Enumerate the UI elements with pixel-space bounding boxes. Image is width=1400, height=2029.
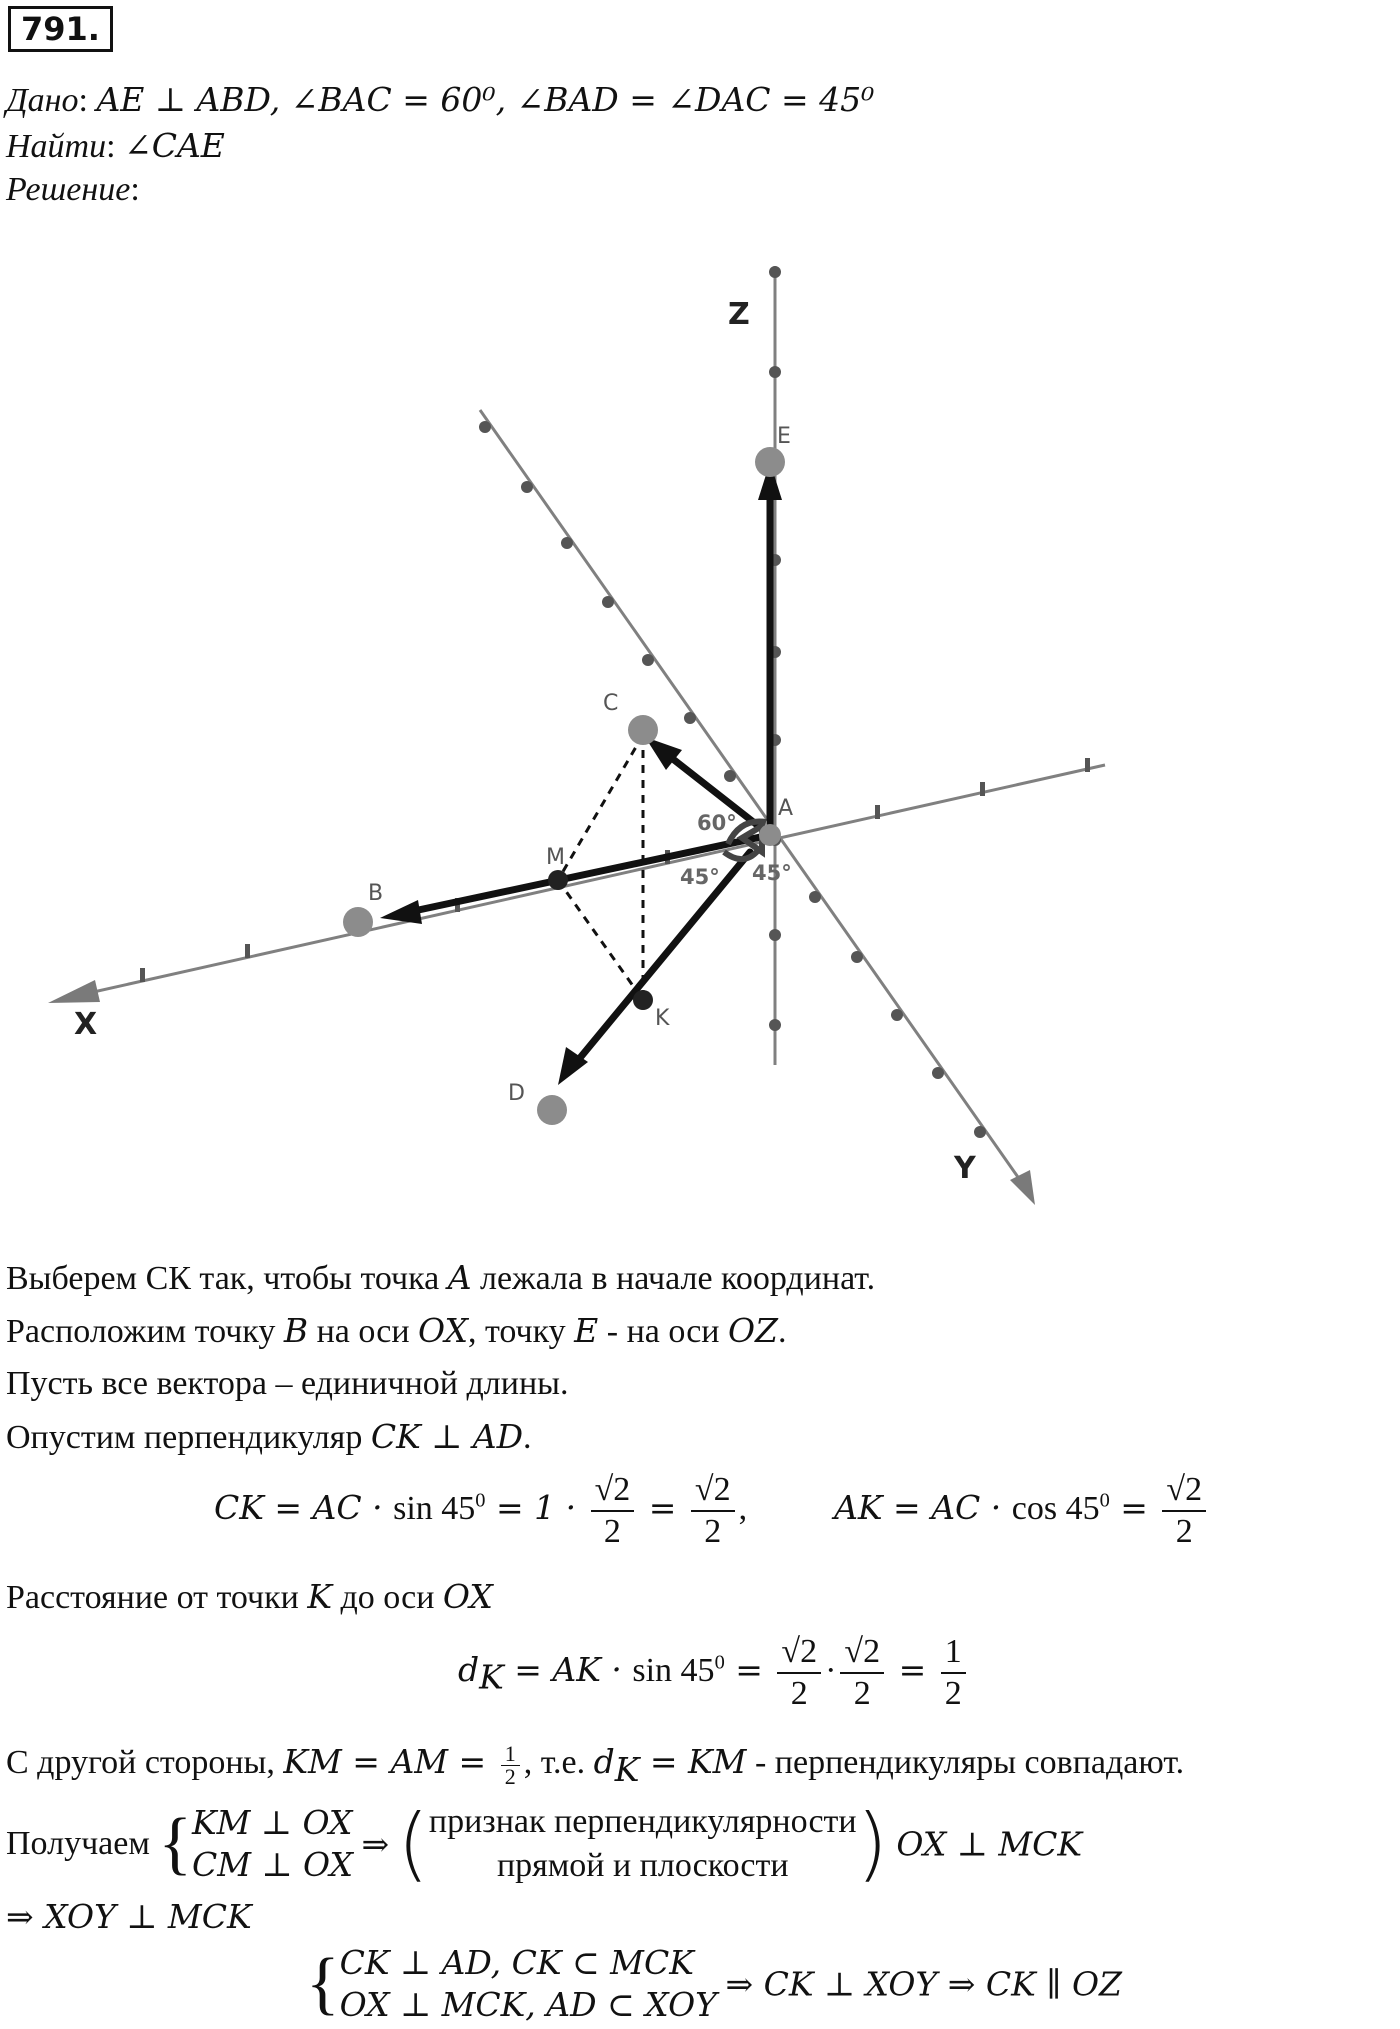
formula-dk: $d_K$ = AK · $\sin 45^0$ = $\frac{√2}{2}$ · $\frac{√2}{2}$ = $\frac{1}{2}$ (458, 1632, 970, 1714)
paragraph-9: { CK ⊥ AD, CK ⊂ MCK OX ⊥ MCK, AD ⊂ XOY ⇒ CK ⊥ XOY ⇒ CK ∥ OZ (306, 1943, 1122, 2024)
find-label: Найти (6, 128, 107, 165)
paragraph-1: Выберем СК так, чтобы точка A лежала в начале координат. (6, 1258, 876, 1297)
paragraph-3: Пусть все вектора – единичной длины. (6, 1365, 569, 1402)
solution-label: Решение (6, 171, 131, 208)
label-c: C (603, 691, 619, 716)
solution-line: Решение: (6, 171, 140, 208)
point-a (759, 824, 781, 846)
paragraph-8: ⇒ XOY ⊥ MCK (6, 1897, 252, 1936)
paragraph-6: С другой стороны, KM = AM = $\frac{1}{2}$ , т.е. $d_K$ = KM - перпендикуляры совпадают. (6, 1740, 1185, 1789)
label-m: M (546, 845, 565, 870)
find-line: Найти: ∠CAE (6, 126, 225, 165)
given-label: Дано (6, 82, 79, 119)
dashed-cm (558, 735, 643, 880)
point-m (548, 870, 568, 890)
label-axis-x: X (74, 1007, 98, 1042)
label-axis-z: Z (728, 297, 750, 332)
find-expression: ∠CAE (124, 126, 225, 165)
coordinate-figure (0, 250, 1400, 1210)
label-axis-y: Y (954, 1151, 976, 1186)
label-d: D (508, 1081, 525, 1106)
paragraph-7: Получаем { KM ⊥ OX CM ⊥ OX ⇒ ( признак перпендикулярности прямой и плоскости ) OX ⊥ MCK (6, 1797, 1083, 1890)
x-axis-line (80, 765, 1105, 995)
vector-ad (570, 852, 750, 1070)
label-e: E (777, 424, 791, 449)
point-k (633, 990, 653, 1010)
label-k: K (655, 1006, 670, 1031)
given-expression: AE ⊥ ABD, ∠BAC = 60⁰, ∠BAD = ∠DAC = 45⁰ (96, 80, 875, 119)
given-line: Дано: AE ⊥ ABD, ∠BAC = 60⁰, ∠BAD = ∠DAC = 45⁰ (6, 80, 875, 119)
label-b: B (368, 881, 384, 906)
problem-number: 791. (8, 6, 113, 52)
label-angle-45b: 45° (752, 861, 792, 885)
arrow-b (380, 900, 422, 924)
formula-ck-ak: CK = AC · $\sin 45^0 = 1$ · $\frac{√2}{2}$ = $\frac{√2}{2}$ , AK = AC · $\cos 45^0$ = $\frac{√2}{2}$ (214, 1470, 1210, 1552)
point-e (755, 447, 785, 477)
x-axis-arrow (48, 980, 100, 1003)
label-angle-60: 60° (697, 811, 737, 835)
point-b (343, 907, 373, 937)
paragraph-2: Расположим точку B на оси OX, точку E - на оси OZ. (6, 1311, 787, 1350)
dashed-mk (558, 880, 643, 1000)
paragraph-5: Расстояние от точки K до оси OX (6, 1577, 493, 1616)
paragraph-4: Опустим перпендикуляр CK ⊥ AD. (6, 1417, 532, 1456)
label-a: A (778, 796, 794, 821)
y-axis-line (480, 410, 1020, 1180)
label-angle-45a: 45° (680, 865, 720, 889)
point-d (537, 1095, 567, 1125)
y-axis-arrow (1010, 1170, 1035, 1205)
point-c (628, 715, 658, 745)
